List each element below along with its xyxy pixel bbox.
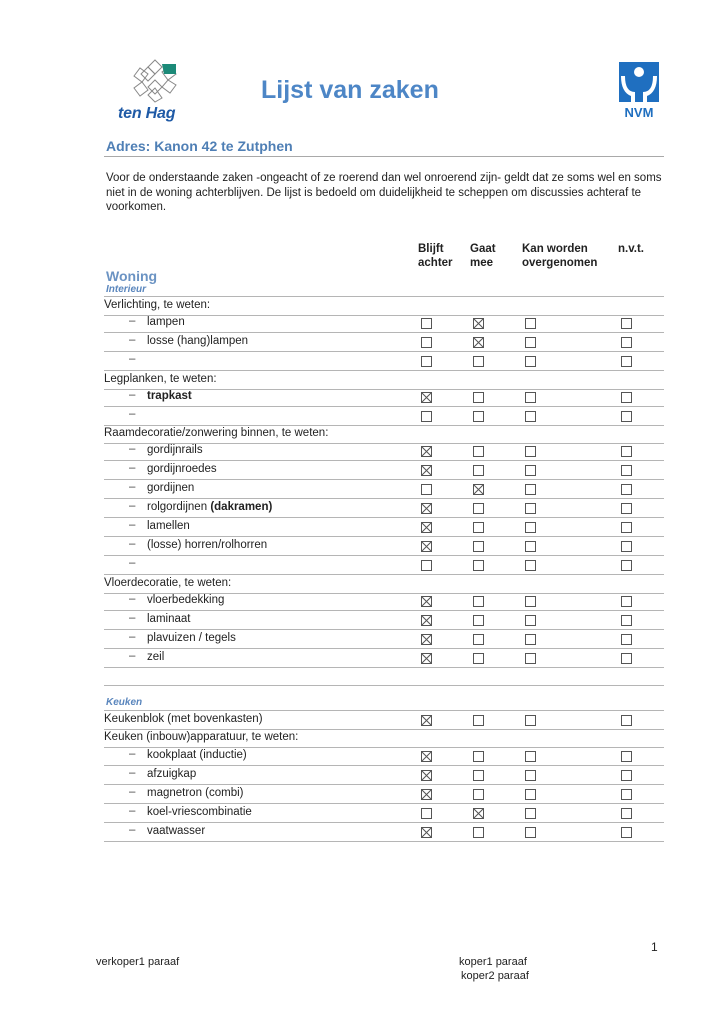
checkbox-blijft-achter[interactable]	[421, 560, 432, 571]
svg-text:NVM: NVM	[624, 105, 654, 120]
checkbox-gaat-mee-checked[interactable]	[473, 484, 484, 495]
item-label: vaatwasser	[147, 825, 206, 837]
address-heading: Adres: Kanon 42 te Zutphen	[106, 138, 293, 154]
dash-bullet: –	[129, 593, 136, 605]
checkbox-nvt[interactable]	[621, 615, 632, 626]
checkbox-nvt[interactable]	[621, 337, 632, 348]
checkbox-kan-worden-overgenomen[interactable]	[525, 484, 536, 495]
dash-bullet: –	[129, 748, 136, 760]
item-row-verlichting-blank	[104, 352, 664, 371]
address-divider	[104, 156, 664, 157]
checkbox-kan-worden-overgenomen[interactable]	[525, 751, 536, 762]
checkbox-kan-worden-overgenomen[interactable]	[525, 770, 536, 781]
category-label: Legplanken, te weten:	[104, 373, 217, 385]
dash-bullet: –	[129, 481, 136, 493]
dash-bullet: –	[129, 767, 136, 779]
checkbox-blijft-achter-checked[interactable]	[421, 503, 432, 514]
checkbox-gaat-mee[interactable]	[473, 634, 484, 645]
checkbox-nvt[interactable]	[621, 522, 632, 533]
checkbox-gaat-mee[interactable]	[473, 653, 484, 664]
spacer-divider	[104, 685, 664, 686]
column-header-line: achter	[418, 257, 453, 269]
checkbox-nvt[interactable]	[621, 596, 632, 607]
dash-bullet: –	[129, 462, 136, 474]
checkbox-gaat-mee[interactable]	[473, 541, 484, 552]
ten-hag-wordmark: ten Hag	[118, 105, 176, 122]
item-row-keukenblok	[104, 710, 664, 730]
dash-bullet: –	[129, 557, 136, 569]
checkbox-blijft-achter[interactable]	[421, 484, 432, 495]
checkbox-gaat-mee[interactable]	[473, 522, 484, 533]
dash-bullet: –	[129, 805, 136, 817]
item-label: kookplaat (inductie)	[147, 749, 247, 761]
checkbox-blijft-achter[interactable]	[421, 337, 432, 348]
item-label: lampen	[147, 316, 185, 328]
item-row-gordijnen	[104, 480, 664, 499]
item-row-vloerbedekking	[104, 592, 664, 611]
item-label: laminaat	[147, 613, 191, 625]
checkbox-nvt[interactable]	[621, 356, 632, 367]
item-row-laminaat	[104, 611, 664, 630]
item-label: Keukenblok (met bovenkasten)	[104, 713, 263, 725]
checkbox-gaat-mee[interactable]	[473, 356, 484, 367]
checkbox-kan-worden-overgenomen[interactable]	[525, 634, 536, 645]
checkbox-kan-worden-overgenomen[interactable]	[525, 337, 536, 348]
item-label-text: rolgordijnen	[147, 501, 208, 513]
subsection-interieur: Interieur	[106, 284, 147, 295]
item-row-afzuigkap	[104, 766, 664, 785]
checkbox-blijft-achter-checked[interactable]	[421, 715, 432, 726]
dash-bullet: –	[129, 650, 136, 662]
checkbox-nvt[interactable]	[621, 653, 632, 664]
item-label: trapkast	[147, 390, 192, 402]
checkbox-blijft-achter[interactable]	[421, 808, 432, 819]
buyer2-initials-label: koper2 paraaf	[461, 970, 529, 982]
checkbox-nvt[interactable]	[621, 808, 632, 819]
checkbox-nvt[interactable]	[621, 503, 632, 514]
checkbox-nvt[interactable]	[621, 392, 632, 403]
checkbox-blijft-achter-checked[interactable]	[421, 446, 432, 457]
checkbox-gaat-mee[interactable]	[473, 751, 484, 762]
section-woning: Woning	[106, 268, 158, 284]
dash-bullet: –	[129, 353, 136, 365]
item-label: gordijnrails	[147, 444, 203, 456]
checkbox-blijft-achter-checked[interactable]	[421, 827, 432, 838]
checkbox-nvt[interactable]	[621, 827, 632, 838]
checkbox-gaat-mee[interactable]	[473, 770, 484, 781]
checkbox-gaat-mee[interactable]	[473, 596, 484, 607]
checkbox-blijft-achter-checked[interactable]	[421, 615, 432, 626]
item-row-plavuizen	[104, 630, 664, 649]
subsection-keuken: Keuken	[106, 697, 143, 708]
item-row-gordijnrails	[104, 442, 664, 461]
nvm-logo	[617, 62, 661, 120]
dash-bullet: –	[129, 519, 136, 531]
item-label	[147, 501, 272, 513]
checkbox-kan-worden-overgenomen[interactable]	[525, 827, 536, 838]
checkbox-blijft-achter-checked[interactable]	[421, 770, 432, 781]
checkbox-kan-worden-overgenomen[interactable]	[525, 465, 536, 476]
checkbox-blijft-achter-checked[interactable]	[421, 653, 432, 664]
item-row-rolgordijnen	[104, 499, 664, 518]
checkbox-blijft-achter-checked[interactable]	[421, 465, 432, 476]
item-row-magnetron	[104, 785, 664, 804]
checkbox-nvt[interactable]	[621, 715, 632, 726]
checkbox-blijft-achter-checked[interactable]	[421, 522, 432, 533]
checkbox-gaat-mee[interactable]	[473, 446, 484, 457]
dash-bullet: –	[129, 500, 136, 512]
item-label: gordijnen	[147, 482, 195, 494]
item-label: losse (hang)lampen	[147, 335, 249, 347]
item-row-legplanken-blank	[104, 407, 664, 426]
checkbox-kan-worden-overgenomen[interactable]	[525, 560, 536, 571]
checkbox-blijft-achter-checked[interactable]	[421, 789, 432, 800]
checkbox-kan-worden-overgenomen[interactable]	[525, 522, 536, 533]
dash-bullet: –	[129, 612, 136, 624]
item-label: afzuigkap	[147, 768, 197, 780]
item-label: koel-vriescombinatie	[147, 806, 252, 818]
checkbox-nvt[interactable]	[621, 560, 632, 571]
checkbox-nvt[interactable]	[621, 465, 632, 476]
checkbox-kan-worden-overgenomen[interactable]	[525, 596, 536, 607]
column-header-line: mee	[470, 257, 494, 269]
ten-hag-logo	[118, 58, 194, 124]
checkbox-gaat-mee[interactable]	[473, 789, 484, 800]
checkbox-kan-worden-overgenomen[interactable]	[525, 446, 536, 457]
checkbox-nvt[interactable]	[621, 541, 632, 552]
checkbox-kan-worden-overgenomen[interactable]	[525, 653, 536, 664]
item-label: magnetron (combi)	[147, 787, 244, 799]
checkbox-gaat-mee-checked[interactable]	[473, 337, 484, 348]
page-title: Lijst van zaken	[261, 76, 439, 104]
checkbox-blijft-achter-checked[interactable]	[421, 634, 432, 645]
item-label: zeil	[147, 651, 165, 663]
dash-bullet: –	[129, 631, 136, 643]
checkbox-nvt[interactable]	[621, 770, 632, 781]
item-row-losse-hanglampen	[104, 333, 664, 352]
column-header-line: overgenomen	[522, 257, 598, 269]
buyer1-initials-label: koper1 paraaf	[459, 956, 527, 968]
checkbox-blijft-achter-checked[interactable]	[421, 392, 432, 403]
checkbox-kan-worden-overgenomen[interactable]	[525, 615, 536, 626]
checkbox-blijft-achter-checked[interactable]	[421, 541, 432, 552]
checkbox-kan-worden-overgenomen[interactable]	[525, 808, 536, 819]
category-keukenapparatuur	[104, 729, 664, 748]
dash-bullet: –	[129, 824, 136, 836]
checkbox-kan-worden-overgenomen[interactable]	[525, 541, 536, 552]
category-verlichting	[104, 296, 664, 316]
checkbox-nvt[interactable]	[621, 751, 632, 762]
category-label: Raamdecoratie/zonwering binnen, te weten:	[104, 427, 329, 439]
checkbox-kan-worden-overgenomen[interactable]	[525, 789, 536, 800]
checkbox-kan-worden-overgenomen[interactable]	[525, 411, 536, 422]
column-header-line: Blijft	[418, 243, 444, 255]
checkbox-blijft-achter[interactable]	[421, 411, 432, 422]
checkbox-kan-worden-overgenomen[interactable]	[525, 356, 536, 367]
checkbox-nvt[interactable]	[621, 634, 632, 645]
column-header-line: n.v.t.	[618, 243, 644, 255]
column-header-blijft-achter	[418, 242, 453, 270]
item-row-zeil	[104, 649, 664, 668]
dash-bullet: –	[129, 315, 136, 327]
checkbox-kan-worden-overgenomen[interactable]	[525, 715, 536, 726]
item-label-bold: (dakramen)	[210, 501, 273, 513]
seller-initials-label: verkoper1 paraaf	[96, 956, 180, 968]
intro-paragraph: Voor de onderstaande zaken -ongeacht of ze roerend dan wel onroerend zijn- geldt dat ze soms wel en soms niet in de woning achterblijven. De lijst is bedoeld om duidelijkheid te scheppen om discussies achteraf te voorkomen.	[106, 172, 662, 213]
checkbox-kan-worden-overgenomen[interactable]	[525, 318, 536, 329]
item-row-trapkast	[104, 388, 664, 407]
item-label: (losse) horren/rolhorren	[147, 539, 268, 551]
nvm-logo-icon	[617, 62, 661, 120]
checkbox-nvt[interactable]	[621, 789, 632, 800]
dash-bullet: –	[129, 334, 136, 346]
checkbox-blijft-achter[interactable]	[421, 356, 432, 367]
column-header-line: Kan worden	[522, 243, 588, 255]
checkbox-kan-worden-overgenomen[interactable]	[525, 392, 536, 403]
item-row-kookplaat	[104, 747, 664, 766]
checkbox-gaat-mee[interactable]	[473, 411, 484, 422]
item-row-raamdecoratie-blank	[104, 556, 664, 575]
dash-bullet: –	[129, 443, 136, 455]
pinwheel-logo-icon	[132, 58, 178, 104]
category-label: Verlichting, te weten:	[104, 299, 211, 311]
dash-bullet: –	[129, 408, 136, 420]
checkbox-gaat-mee[interactable]	[473, 560, 484, 571]
column-header-gaat-mee	[470, 242, 496, 270]
category-label: Vloerdecoratie, te weten:	[104, 577, 232, 589]
item-label: vloerbedekking	[147, 594, 225, 606]
item-row-lamellen	[104, 518, 664, 537]
checkbox-gaat-mee[interactable]	[473, 715, 484, 726]
item-label: gordijnroedes	[147, 463, 217, 475]
checkbox-nvt[interactable]	[621, 411, 632, 422]
item-row-horren	[104, 537, 664, 556]
item-label: plavuizen / tegels	[147, 632, 236, 644]
checkbox-gaat-mee[interactable]	[473, 503, 484, 514]
checkbox-gaat-mee[interactable]	[473, 465, 484, 476]
checkbox-blijft-achter-checked[interactable]	[421, 596, 432, 607]
category-label: Keuken (inbouw)apparatuur, te weten:	[104, 731, 299, 743]
column-header-line: Gaat	[470, 243, 496, 255]
checkbox-gaat-mee[interactable]	[473, 827, 484, 838]
item-label: lamellen	[147, 520, 190, 532]
dash-bullet: –	[129, 786, 136, 798]
dash-bullet: –	[129, 389, 136, 401]
checkbox-gaat-mee[interactable]	[473, 615, 484, 626]
item-row-gordijnroedes	[104, 461, 664, 480]
checkbox-gaat-mee-checked[interactable]	[473, 318, 484, 329]
page-number: 1	[651, 940, 658, 954]
dash-bullet: –	[129, 538, 136, 550]
item-row-lampen	[104, 314, 664, 333]
checkbox-kan-worden-overgenomen[interactable]	[525, 503, 536, 514]
column-header-kan-worden-overgenomen	[522, 242, 597, 270]
checkbox-blijft-achter[interactable]	[421, 318, 432, 329]
checkbox-nvt[interactable]	[621, 484, 632, 495]
checkbox-nvt[interactable]	[621, 318, 632, 329]
checkbox-blijft-achter-checked[interactable]	[421, 751, 432, 762]
checkbox-gaat-mee-checked[interactable]	[473, 808, 484, 819]
checkbox-gaat-mee[interactable]	[473, 392, 484, 403]
item-row-vaatwasser	[104, 823, 664, 842]
column-header-nvt	[618, 242, 644, 256]
item-row-koel-vriescombinatie	[104, 804, 664, 823]
checkbox-nvt[interactable]	[621, 446, 632, 457]
